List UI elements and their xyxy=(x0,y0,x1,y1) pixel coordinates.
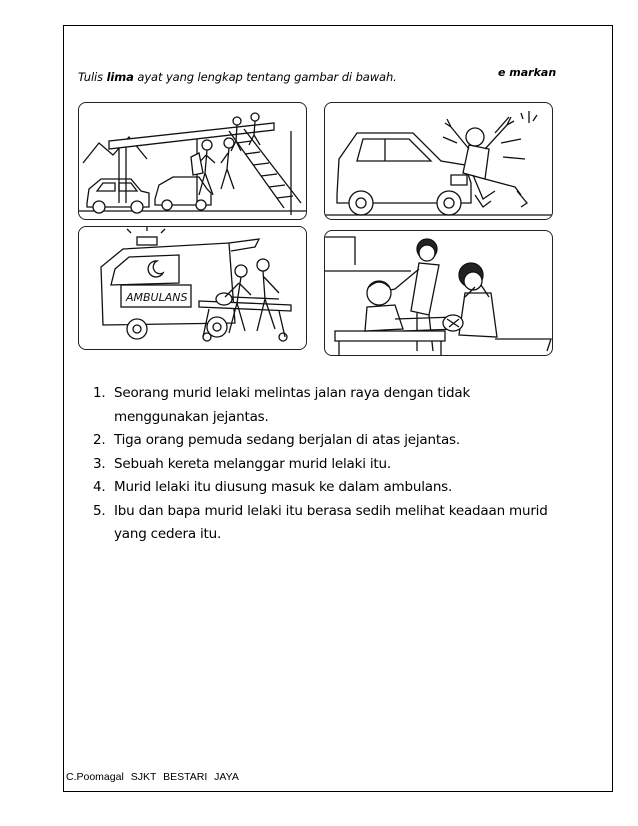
answer-item xyxy=(93,476,573,500)
panel-hospital-bed xyxy=(324,230,553,356)
ambulance-illustration xyxy=(79,227,307,350)
answer-text: Tiga orang pemuda sedang berjalan di atas jejantas. xyxy=(114,432,460,448)
answer-text-continued: yang cedera itu. xyxy=(114,526,222,542)
panel-pedestrian-bridge xyxy=(78,102,307,220)
cropped-corner-text: e markan xyxy=(498,66,557,79)
answer-number: 2. xyxy=(93,432,106,448)
answer-number: 4. xyxy=(93,479,106,495)
page-footer: C.Poomagal SJKT BESTARI JAYA xyxy=(66,771,239,783)
hospital-scene-illustration xyxy=(325,231,553,356)
answer-number: 3. xyxy=(93,455,106,472)
worksheet-instruction: Tulis lima ayat yang lengkap tentang gambar di bawah. xyxy=(78,70,397,84)
panel-ambulance xyxy=(78,226,307,350)
ambulance-label: AMBULANS xyxy=(126,291,188,304)
car-accident-illustration xyxy=(325,103,553,220)
answer-text: Sebuah kereta melanggar murid lelaki itu. xyxy=(114,455,391,472)
answer-text: Seorang murid lelaki melintas jalan raya dengan tidak xyxy=(114,385,471,401)
answer-item xyxy=(93,500,573,547)
answer-text-continued: menggunakan jejantas. xyxy=(114,408,269,425)
pedestrian-bridge-illustration xyxy=(79,103,307,220)
answer-text: Murid lelaki itu diusung masuk ke dalam ambulans. xyxy=(114,479,453,495)
answer-item xyxy=(93,382,573,429)
answer-list xyxy=(93,382,573,547)
answer-number: 1. xyxy=(93,385,106,401)
answer-item xyxy=(93,453,573,477)
answer-text: Ibu dan bapa murid lelaki itu berasa sedih melihat keadaan murid xyxy=(114,502,548,519)
answer-item xyxy=(93,429,573,453)
answer-number: 5. xyxy=(93,502,106,519)
panel-car-hits-boy xyxy=(324,102,553,220)
